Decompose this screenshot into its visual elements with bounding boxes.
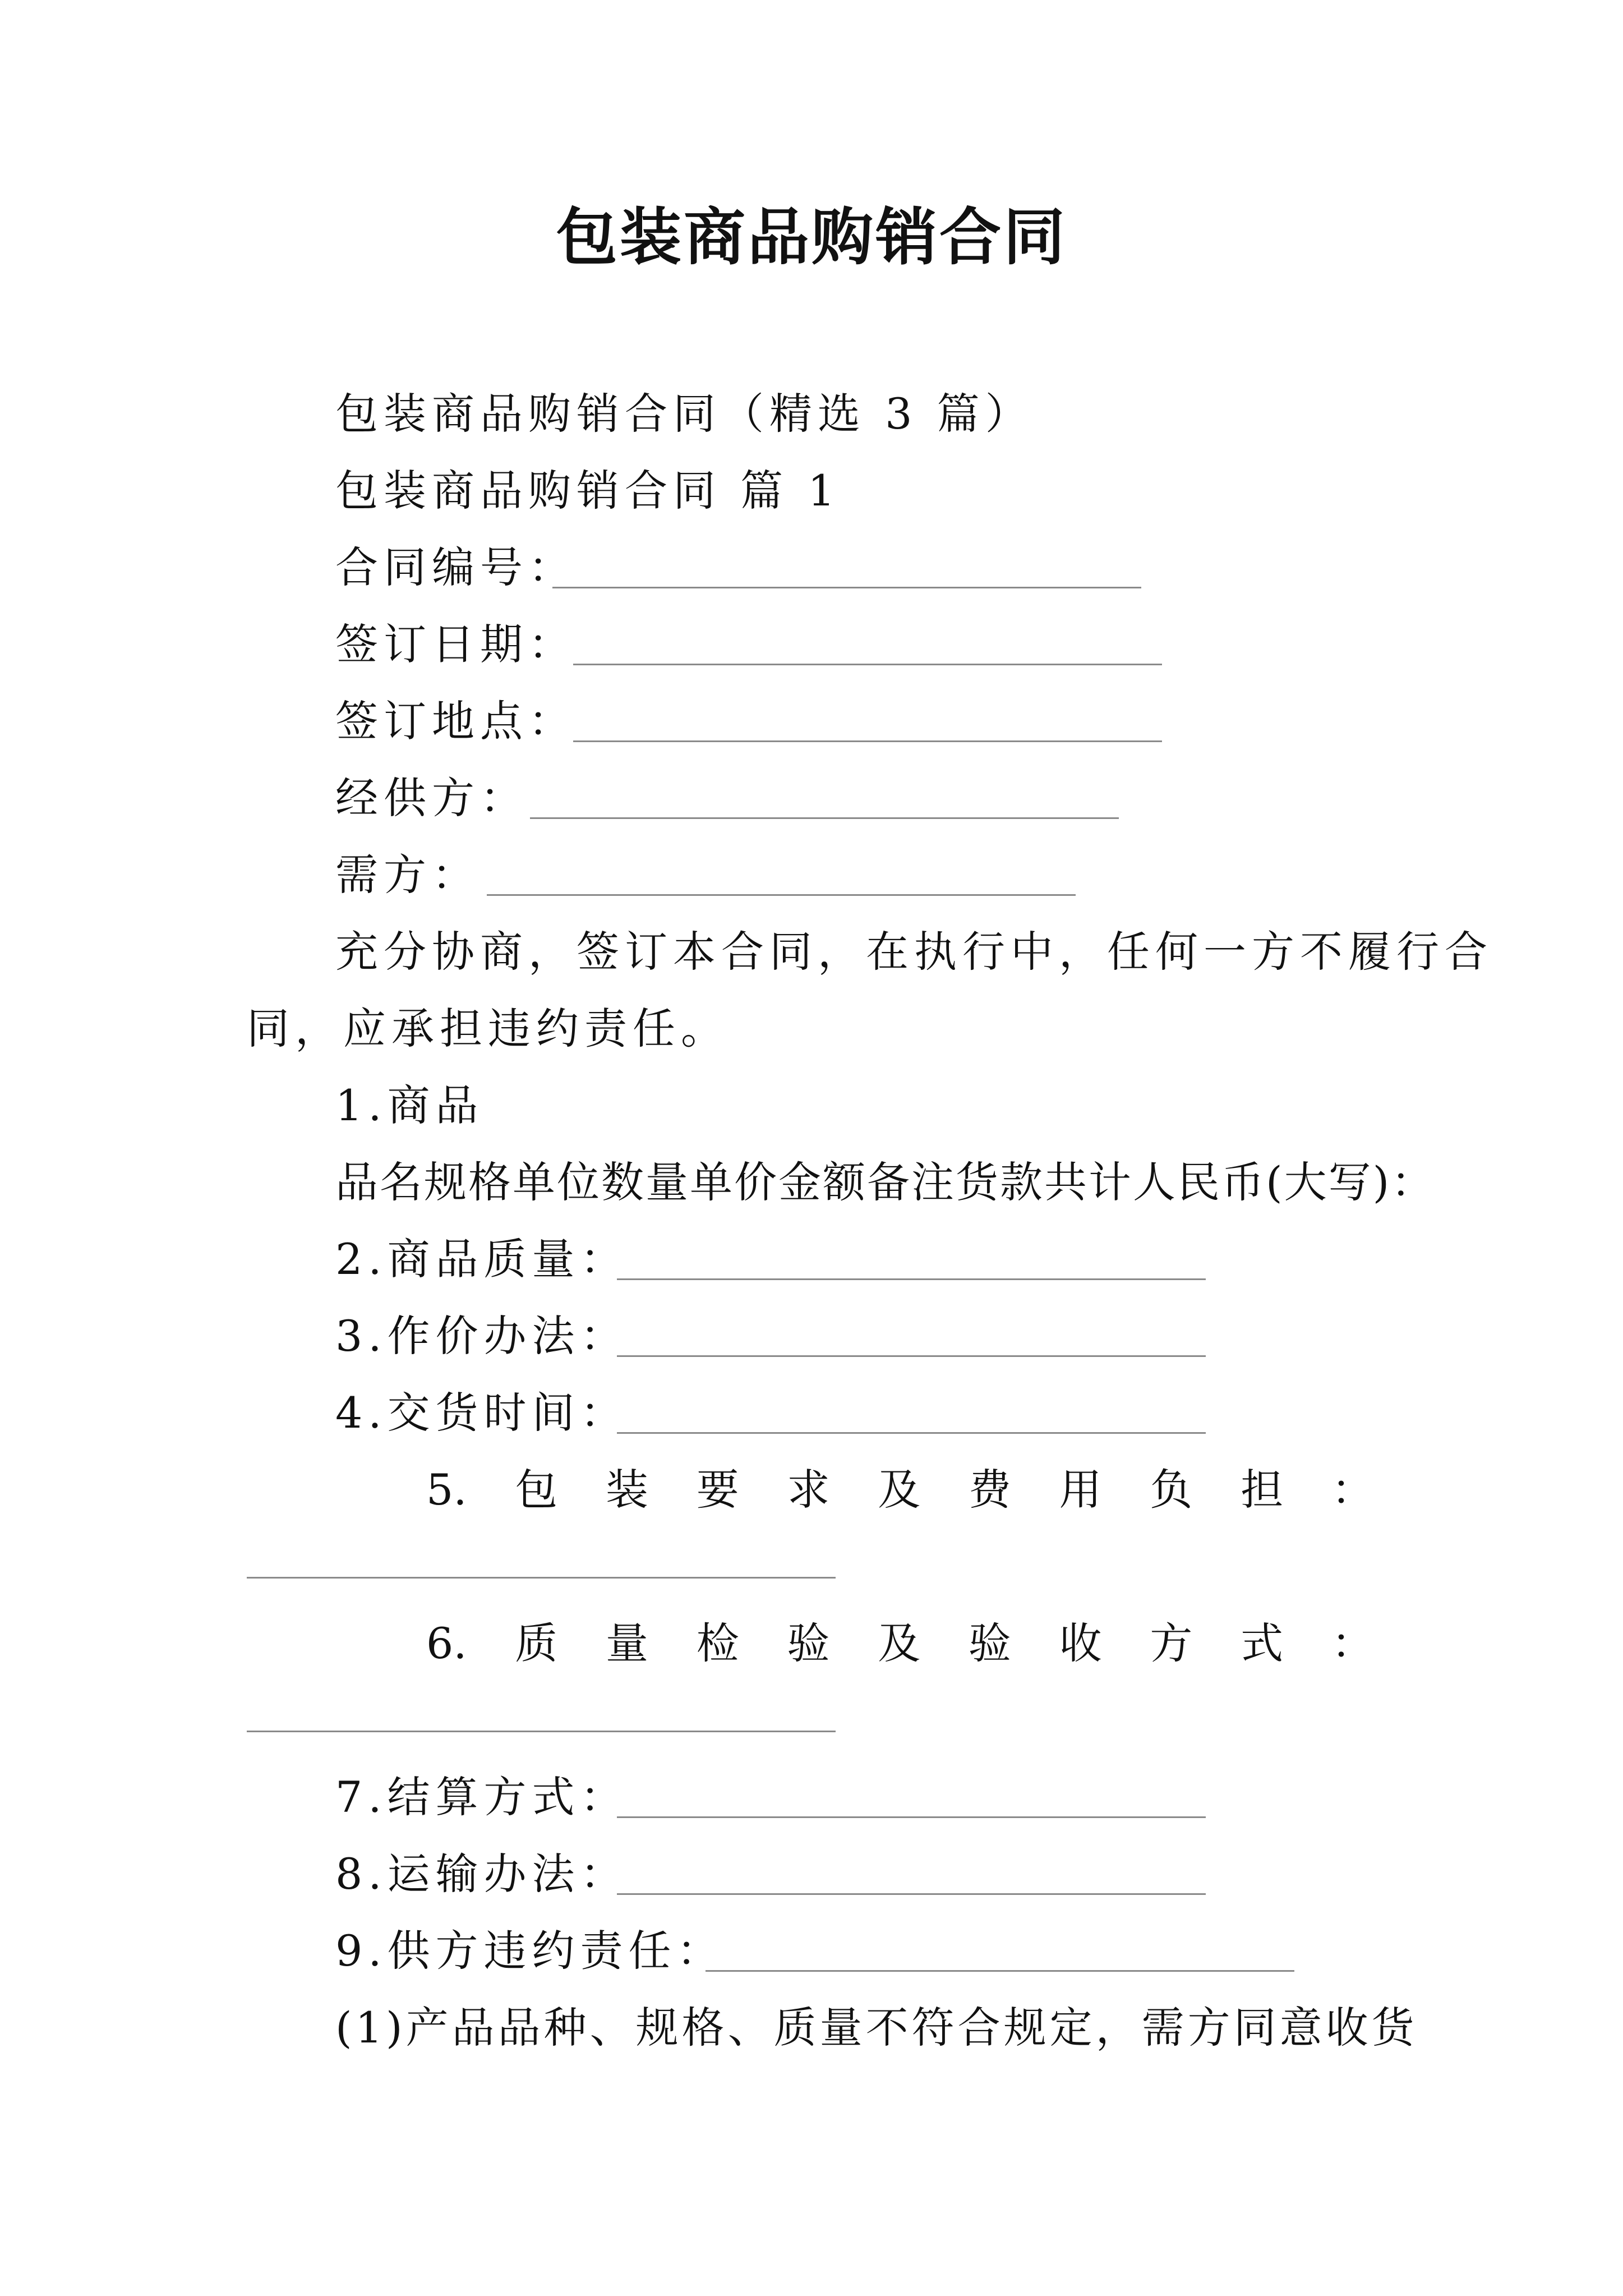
item-9-blank[interactable]: [706, 1970, 1294, 1972]
item-6-token: 量: [605, 1618, 648, 1668]
item-7: 7.结算方式：: [335, 1772, 629, 1822]
item-4-blank[interactable]: [617, 1432, 1206, 1434]
intro-line-2: 同，应承担违约责任。: [247, 1004, 729, 1053]
item-3: 3.作价办法：: [335, 1311, 629, 1361]
item-6-token: ：: [1331, 1618, 1374, 1668]
clause-1: (1)产品品种、规格、质量不符合规定，需方同意收货: [335, 2003, 1418, 2053]
item-5-token: 要: [696, 1465, 739, 1515]
item-6-token: 质: [515, 1618, 558, 1668]
item-3-blank[interactable]: [617, 1355, 1206, 1357]
item-5: [426, 1462, 1374, 1518]
buyer-blank[interactable]: [487, 894, 1076, 896]
item-5-token: 担: [1241, 1465, 1284, 1515]
item-6: [426, 1616, 1374, 1672]
intro-line-1: 充分协商，签订本合同，在执行中，任何一方不履行合: [335, 927, 1493, 977]
item-2-blank[interactable]: [617, 1278, 1206, 1280]
item-5-token: 用: [1059, 1465, 1102, 1515]
buyer-label: 需方：: [335, 850, 480, 900]
contract-no-label: 合同编号：: [335, 542, 577, 592]
item-5-token: 负: [1150, 1465, 1193, 1515]
document-title: 包装商品购销合同: [556, 201, 1067, 273]
item-5-token: 费: [968, 1465, 1011, 1515]
item-2: 2.商品质量：: [335, 1234, 629, 1284]
item-7-blank[interactable]: [617, 1816, 1206, 1818]
item-6-token: 验: [968, 1618, 1011, 1668]
item-6-token: 6.: [426, 1618, 467, 1668]
item-5-blank[interactable]: [247, 1577, 836, 1579]
item-6-token: 检: [696, 1618, 739, 1668]
section-heading: 包装商品购销合同 篇 1: [335, 466, 841, 516]
item-5-token: ：: [1331, 1465, 1374, 1515]
item-1-detail: 品名规格单位数量单价金额备注货款共计人民币(大写)：: [335, 1157, 1436, 1207]
item-6-token: 验: [787, 1618, 830, 1668]
sign-date-blank[interactable]: [573, 664, 1162, 665]
contract-no-blank[interactable]: [552, 587, 1141, 588]
supplier-blank[interactable]: [530, 817, 1119, 819]
item-6-token: 式: [1241, 1618, 1284, 1668]
item-5-token: 装: [605, 1465, 648, 1515]
sign-place-blank[interactable]: [573, 740, 1162, 742]
sign-place-label: 签订地点：: [335, 696, 577, 746]
item-5-token: 包: [515, 1465, 558, 1515]
item-8-blank[interactable]: [617, 1893, 1206, 1895]
item-5-token: 及: [878, 1465, 921, 1515]
item-5-token: 5.: [426, 1465, 467, 1515]
item-6-token: 方: [1150, 1618, 1193, 1668]
item-5-token: 求: [787, 1465, 830, 1515]
sign-date-label: 签订日期：: [335, 619, 577, 669]
subtitle: 包装商品购销合同（精选 3 篇）: [335, 389, 1034, 439]
item-9: 9.供方违约责任：: [335, 1926, 725, 1976]
item-4: 4.交货时间：: [335, 1388, 629, 1438]
item-8: 8.运输办法：: [335, 1849, 629, 1899]
item-1: 1.商品: [335, 1080, 484, 1130]
item-6-token: 及: [878, 1618, 921, 1668]
supplier-label: 经供方：: [335, 773, 528, 823]
item-6-token: 收: [1059, 1618, 1102, 1668]
item-6-blank[interactable]: [247, 1731, 836, 1732]
